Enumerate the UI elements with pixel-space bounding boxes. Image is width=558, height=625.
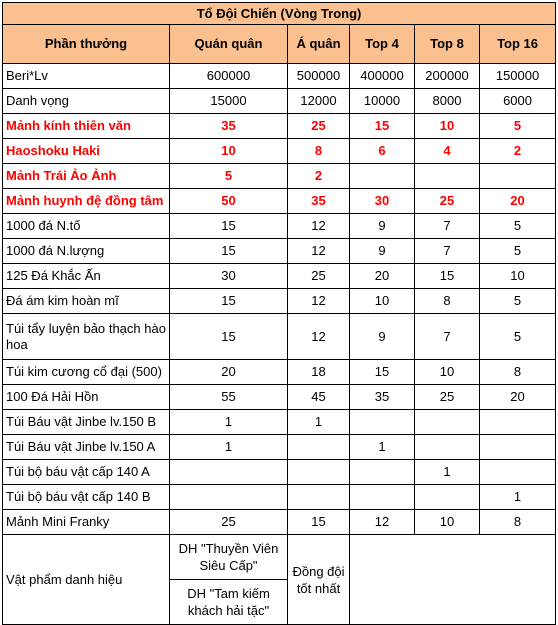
runner-up-cell: [288, 435, 350, 460]
top8-cell: 1: [415, 460, 480, 485]
top8-cell: [415, 164, 480, 189]
top4-cell: 35: [350, 385, 415, 410]
top16-cell: [480, 435, 556, 460]
champion-cell: 20: [170, 360, 288, 385]
champion-cell: 15: [170, 239, 288, 264]
table-row: [3, 485, 556, 510]
runner-up-cell: 25: [288, 264, 350, 289]
runner-up-cell: 12: [288, 289, 350, 314]
reward-name-cell: 1000 đá N.tố: [3, 214, 170, 239]
top4-cell: 20: [350, 264, 415, 289]
top4-cell: 10000: [350, 89, 415, 114]
reward-name-cell: Mảnh Mini Franky: [3, 510, 170, 535]
top8-cell: 10: [415, 510, 480, 535]
champion-cell: 1: [170, 435, 288, 460]
reward-name-cell: Mảnh Trái Ảo Ảnh: [3, 164, 170, 189]
top16-cell: 150000: [480, 64, 556, 89]
top8-cell: 10: [415, 360, 480, 385]
table-row: [3, 410, 556, 435]
runner-up-cell: 1: [288, 410, 350, 435]
runner-up-cell: 15: [288, 510, 350, 535]
top8-cell: 8000: [415, 89, 480, 114]
runner-up-cell: [288, 460, 350, 485]
reward-name-cell: Haoshoku Haki: [3, 139, 170, 164]
champion-cell: 5: [170, 164, 288, 189]
top4-cell: 15: [350, 360, 415, 385]
table-row: [3, 360, 556, 385]
runner-up-title: Đồng đội tốt nhất: [288, 535, 350, 625]
champion-cell: 55: [170, 385, 288, 410]
top4-cell: 10: [350, 289, 415, 314]
top4-cell: 30: [350, 189, 415, 214]
runner-up-cell: 8: [288, 139, 350, 164]
reward-name-cell: 125 Đá Khắc Ấn: [3, 264, 170, 289]
champion-cell: 10: [170, 139, 288, 164]
table-title: Tổ Đội Chiến (Vòng Trong): [3, 3, 556, 25]
header-top8: Top 8: [415, 25, 480, 64]
top16-cell: 5: [480, 314, 556, 360]
runner-up-cell: 500000: [288, 64, 350, 89]
top4-cell: 9: [350, 214, 415, 239]
champion-title-1: DH "Thuyền Viên Siêu Cấp": [170, 535, 288, 580]
reward-name-cell: Đá ám kim hoàn mĩ: [3, 289, 170, 314]
top16-cell: 5: [480, 214, 556, 239]
top16-cell: 10: [480, 264, 556, 289]
champion-cell: 30: [170, 264, 288, 289]
reward-name-cell: Túi bộ báu vật cấp 140 A: [3, 460, 170, 485]
runner-up-cell: 12: [288, 239, 350, 264]
top4-cell: 12: [350, 510, 415, 535]
top8-cell: 200000: [415, 64, 480, 89]
top8-cell: [415, 485, 480, 510]
reward-name-cell: Danh vọng: [3, 89, 170, 114]
reward-name-cell: Túi Báu vật Jinbe lv.150 B: [3, 410, 170, 435]
champion-cell: 15: [170, 289, 288, 314]
champion-cell: 25: [170, 510, 288, 535]
top16-cell: 6000: [480, 89, 556, 114]
reward-name-cell: 100 Đá Hải Hồn: [3, 385, 170, 410]
top8-cell: 8: [415, 289, 480, 314]
top16-cell: 1: [480, 485, 556, 510]
header-top4: Top 4: [350, 25, 415, 64]
header-champion: Quán quân: [170, 25, 288, 64]
top4-cell: 1: [350, 435, 415, 460]
table-row: [3, 214, 556, 239]
top8-cell: 7: [415, 314, 480, 360]
reward-name-cell: Mảnh huynh đệ đồng tâm: [3, 189, 170, 214]
reward-table-container: [2, 2, 556, 625]
table-row: [3, 164, 556, 189]
champion-cell: 600000: [170, 64, 288, 89]
table-row: [3, 289, 556, 314]
champion-cell: 15: [170, 314, 288, 360]
top4-cell: [350, 164, 415, 189]
table-row: [3, 189, 556, 214]
top16-cell: [480, 410, 556, 435]
table-row: [3, 314, 556, 360]
top16-cell: 5: [480, 289, 556, 314]
header-reward: Phần thưởng: [3, 25, 170, 64]
reward-table: [2, 2, 556, 625]
top4-cell: [350, 410, 415, 435]
runner-up-cell: 35: [288, 189, 350, 214]
reward-name-cell: Mảnh kính thiên văn: [3, 114, 170, 139]
empty-cell: [350, 535, 556, 625]
top4-cell: 400000: [350, 64, 415, 89]
top8-cell: [415, 410, 480, 435]
champion-cell: 35: [170, 114, 288, 139]
runner-up-cell: 12: [288, 214, 350, 239]
top8-cell: 15: [415, 264, 480, 289]
top8-cell: 10: [415, 114, 480, 139]
table-row: [3, 460, 556, 485]
table-row: [3, 239, 556, 264]
champion-cell: [170, 460, 288, 485]
top4-cell: 9: [350, 314, 415, 360]
champion-cell: 15: [170, 214, 288, 239]
runner-up-cell: [288, 485, 350, 510]
top4-cell: [350, 485, 415, 510]
runner-up-cell: 45: [288, 385, 350, 410]
reward-name-cell: 1000 đá N.lượng: [3, 239, 170, 264]
champion-cell: 50: [170, 189, 288, 214]
runner-up-cell: 12: [288, 314, 350, 360]
top8-cell: 25: [415, 385, 480, 410]
top16-cell: 8: [480, 510, 556, 535]
champion-cell: 1: [170, 410, 288, 435]
column-header-row: [3, 25, 556, 64]
table-row: [3, 64, 556, 89]
reward-name-cell: Túi Báu vật Jinbe lv.150 A: [3, 435, 170, 460]
table-row: [3, 89, 556, 114]
header-runner-up: Á quân: [288, 25, 350, 64]
champion-cell: [170, 485, 288, 510]
table-row: [3, 139, 556, 164]
runner-up-cell: 25: [288, 114, 350, 139]
runner-up-cell: 2: [288, 164, 350, 189]
top8-cell: 4: [415, 139, 480, 164]
table-title-row: [3, 3, 556, 25]
top16-cell: 5: [480, 239, 556, 264]
header-top16: Top 16: [480, 25, 556, 64]
top8-cell: 7: [415, 214, 480, 239]
top16-cell: 20: [480, 189, 556, 214]
title-item-row: [3, 535, 556, 580]
top8-cell: [415, 435, 480, 460]
top4-cell: 9: [350, 239, 415, 264]
reward-name-cell: Túi bộ báu vật cấp 140 B: [3, 485, 170, 510]
table-row: [3, 114, 556, 139]
top4-cell: [350, 460, 415, 485]
top8-cell: 25: [415, 189, 480, 214]
reward-name-cell: Túi kim cương cổ đại (500): [3, 360, 170, 385]
top16-cell: 5: [480, 114, 556, 139]
top16-cell: 20: [480, 385, 556, 410]
table-row: [3, 510, 556, 535]
runner-up-cell: 12000: [288, 89, 350, 114]
top16-cell: [480, 460, 556, 485]
reward-name-cell: Túi tẩy luyện bảo thạch hào hoa: [3, 314, 170, 360]
champion-title-2: DH "Tam kiếm khách hải tặc": [170, 580, 288, 625]
table-row: [3, 385, 556, 410]
table-row: [3, 264, 556, 289]
top16-cell: 8: [480, 360, 556, 385]
runner-up-cell: 18: [288, 360, 350, 385]
reward-name-cell: Beri*Lv: [3, 64, 170, 89]
table-row: [3, 435, 556, 460]
top16-cell: [480, 164, 556, 189]
top16-cell: 2: [480, 139, 556, 164]
top8-cell: 7: [415, 239, 480, 264]
champion-cell: 15000: [170, 89, 288, 114]
reward-name-cell: Vật phẩm danh hiệu: [3, 535, 170, 625]
top4-cell: 15: [350, 114, 415, 139]
top4-cell: 6: [350, 139, 415, 164]
